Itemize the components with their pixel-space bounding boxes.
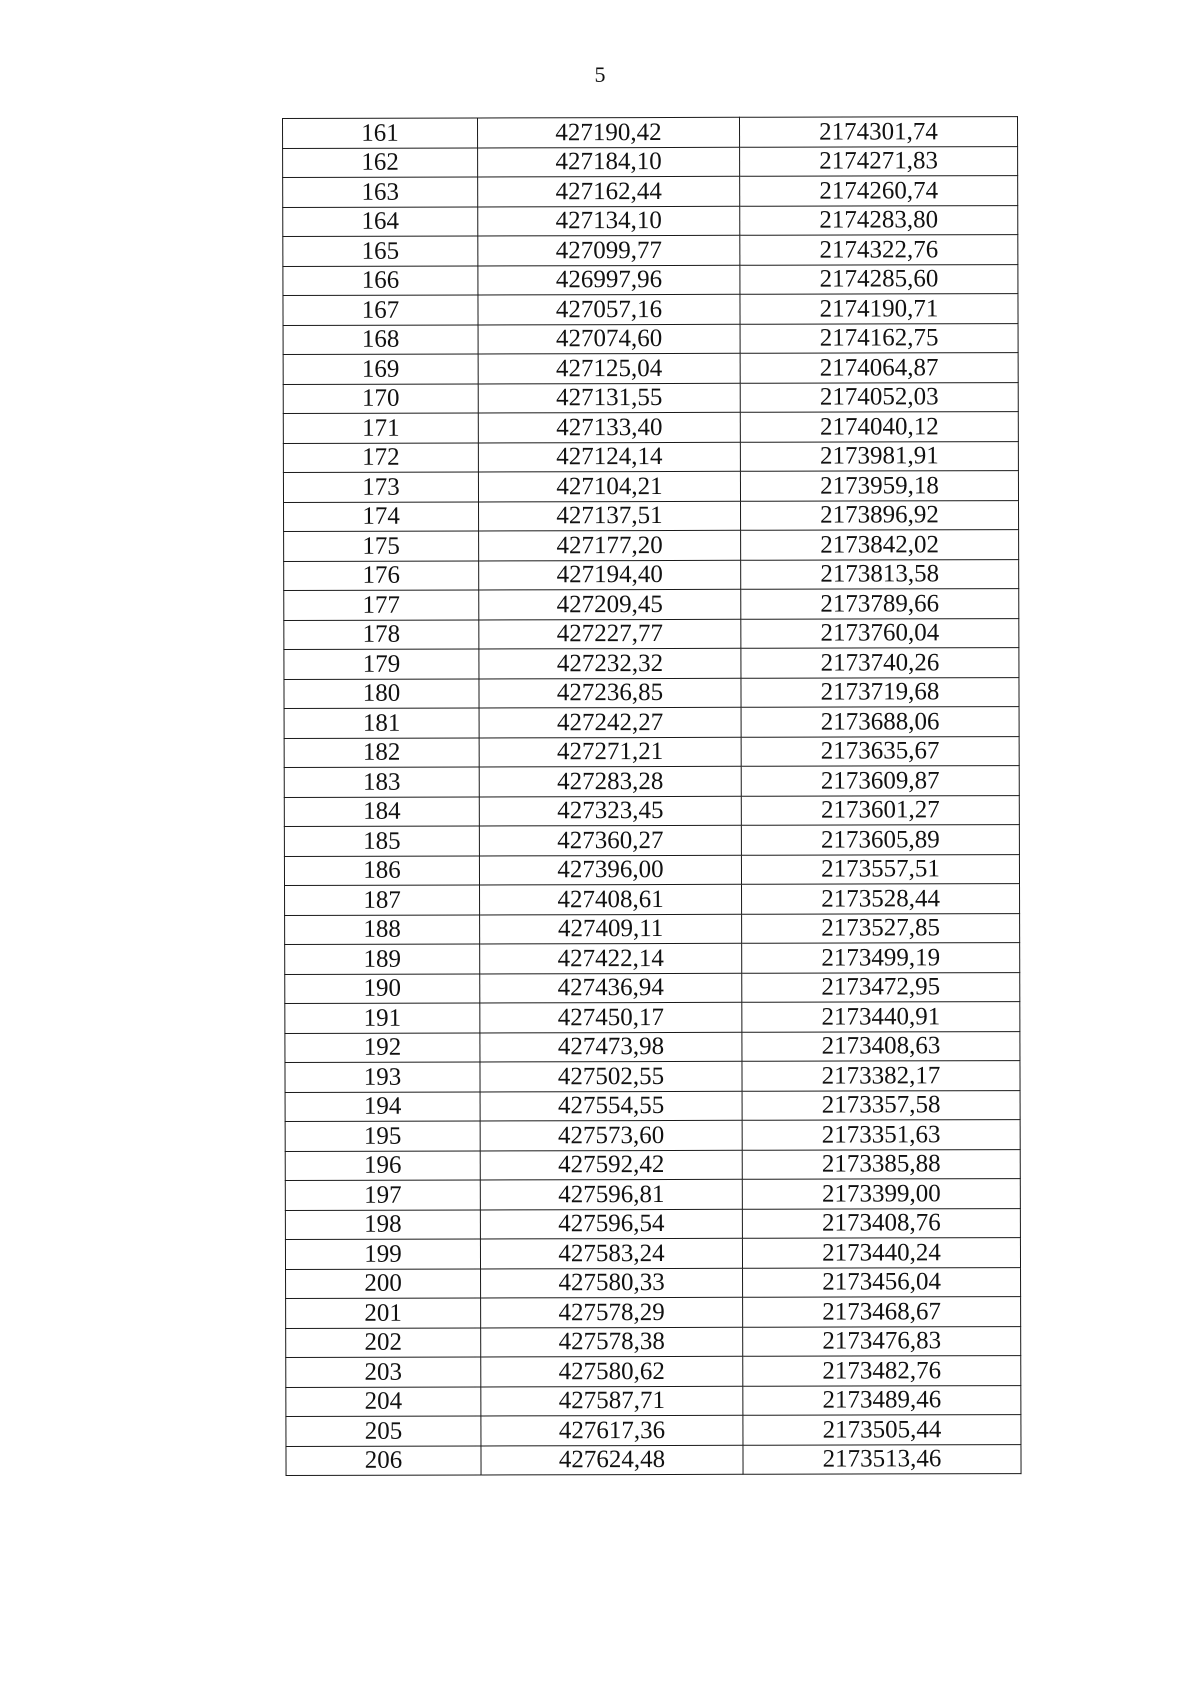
point-number-cell: 206: [286, 1445, 481, 1475]
point-number-cell: 204: [286, 1386, 481, 1416]
y-coordinate-cell: 2173499,19: [742, 943, 1020, 973]
table-row: [285, 1090, 1020, 1121]
table-row: [283, 323, 1018, 354]
y-coordinate-cell: 2173399,00: [742, 1179, 1020, 1209]
x-coordinate-cell: 427596,81: [480, 1179, 742, 1209]
point-number-cell: 173: [283, 472, 478, 502]
point-number-cell: 195: [285, 1121, 480, 1151]
point-number-cell: 184: [284, 796, 479, 826]
point-number-cell: 179: [284, 649, 479, 679]
x-coordinate-cell: 427209,45: [479, 589, 741, 619]
y-coordinate-cell: 2173357,58: [742, 1090, 1020, 1120]
table-row: [286, 1267, 1021, 1298]
table-row: [284, 766, 1019, 797]
y-coordinate-cell: 2174271,83: [740, 146, 1018, 176]
y-coordinate-cell: 2173719,68: [741, 677, 1019, 707]
table-row: [284, 618, 1019, 649]
y-coordinate-cell: 2174322,76: [740, 235, 1018, 265]
table-row: [285, 1031, 1020, 1062]
x-coordinate-cell: 427283,28: [479, 766, 741, 796]
x-coordinate-cell: 427502,55: [480, 1061, 742, 1091]
y-coordinate-cell: 2173896,92: [741, 500, 1019, 530]
x-coordinate-cell: 427162,44: [478, 176, 740, 206]
y-coordinate-cell: 2173842,02: [741, 530, 1019, 560]
y-coordinate-cell: 2173476,83: [743, 1326, 1021, 1356]
table-row: [284, 530, 1019, 561]
point-number-cell: 191: [285, 1003, 480, 1033]
point-number-cell: 181: [284, 708, 479, 738]
y-coordinate-cell: 2174301,74: [739, 117, 1017, 147]
table-row: [284, 500, 1019, 531]
table-row: [283, 471, 1018, 502]
x-coordinate-cell: 427409,11: [480, 914, 742, 944]
point-number-cell: 186: [284, 855, 479, 885]
point-number-cell: 175: [284, 531, 479, 561]
point-number-cell: 189: [285, 944, 480, 974]
x-coordinate-cell: 427573,60: [480, 1120, 742, 1150]
table-row: [283, 353, 1018, 384]
x-coordinate-cell: 427236,85: [479, 678, 741, 708]
y-coordinate-cell: 2173635,67: [741, 736, 1019, 766]
point-number-cell: 165: [283, 236, 478, 266]
table-row: [284, 736, 1019, 767]
table-row: [283, 382, 1018, 413]
y-coordinate-cell: 2173688,06: [741, 707, 1019, 737]
x-coordinate-cell: 427104,21: [478, 471, 740, 501]
point-number-cell: 172: [283, 442, 478, 472]
table-row: [284, 559, 1019, 590]
y-coordinate-cell: 2173513,46: [743, 1444, 1021, 1474]
x-coordinate-cell: 427580,33: [481, 1268, 743, 1298]
table-row: [285, 1061, 1020, 1092]
y-coordinate-cell: 2173760,04: [741, 618, 1019, 648]
x-coordinate-cell: 427617,36: [481, 1415, 743, 1445]
table-row: [286, 1326, 1021, 1357]
y-coordinate-cell: 2173601,27: [741, 795, 1019, 825]
y-coordinate-cell: 2173408,76: [742, 1208, 1020, 1238]
y-coordinate-cell: 2173813,58: [741, 559, 1019, 589]
table-row: [283, 176, 1018, 207]
table-row: [283, 205, 1018, 236]
x-coordinate-cell: 427624,48: [481, 1445, 743, 1475]
point-number-cell: 187: [285, 885, 480, 915]
table-row: [284, 648, 1019, 679]
table-row: [285, 1149, 1020, 1180]
y-coordinate-cell: 2173527,85: [742, 913, 1020, 943]
x-coordinate-cell: 427184,10: [478, 147, 740, 177]
y-coordinate-cell: 2173482,76: [743, 1356, 1021, 1386]
x-coordinate-cell: 427131,55: [478, 383, 740, 413]
point-number-cell: 193: [285, 1062, 480, 1092]
x-coordinate-cell: 427271,21: [479, 737, 741, 767]
x-coordinate-cell: 427360,27: [479, 825, 741, 855]
point-number-cell: 183: [284, 767, 479, 797]
point-number-cell: 194: [285, 1091, 480, 1121]
x-coordinate-cell: 427099,77: [478, 235, 740, 265]
x-coordinate-cell: 427587,71: [481, 1386, 743, 1416]
table-row: [286, 1415, 1021, 1446]
point-number-cell: 190: [285, 973, 480, 1003]
y-coordinate-cell: 2173789,66: [741, 589, 1019, 619]
y-coordinate-cell: 2174040,12: [740, 412, 1018, 442]
y-coordinate-cell: 2173505,44: [743, 1415, 1021, 1445]
table-row: [286, 1444, 1021, 1475]
x-coordinate-cell: 427134,10: [478, 206, 740, 236]
point-number-cell: 201: [286, 1298, 481, 1328]
point-number-cell: 188: [285, 914, 480, 944]
y-coordinate-cell: 2173489,46: [743, 1385, 1021, 1415]
table-row: [286, 1297, 1021, 1328]
point-number-cell: 185: [284, 826, 479, 856]
x-coordinate-cell: 427194,40: [479, 560, 741, 590]
table-row: [284, 707, 1019, 738]
table-row: [284, 795, 1019, 826]
x-coordinate-cell: 427450,17: [480, 1002, 742, 1032]
table-row: [285, 1179, 1020, 1210]
y-coordinate-cell: 2173385,88: [742, 1149, 1020, 1179]
point-number-cell: 199: [285, 1239, 480, 1269]
point-number-cell: 169: [283, 354, 478, 384]
x-coordinate-cell: 427422,14: [480, 943, 742, 973]
table-row: [285, 1002, 1020, 1033]
x-coordinate-cell: 427554,55: [480, 1091, 742, 1121]
point-number-cell: 205: [286, 1416, 481, 1446]
table-row: [285, 972, 1020, 1003]
point-number-cell: 170: [283, 383, 478, 413]
table-row: [283, 146, 1018, 177]
x-coordinate-cell: 427133,40: [478, 412, 740, 442]
point-number-cell: 203: [286, 1357, 481, 1387]
table-row: [283, 441, 1018, 472]
x-coordinate-cell: 427177,20: [479, 530, 741, 560]
x-coordinate-cell: 427242,27: [479, 707, 741, 737]
point-number-cell: 174: [284, 501, 479, 531]
x-coordinate-cell: 427578,38: [481, 1327, 743, 1357]
y-coordinate-cell: 2173456,04: [743, 1267, 1021, 1297]
point-number-cell: 166: [283, 265, 478, 295]
x-coordinate-cell: 427125,04: [478, 353, 740, 383]
x-coordinate-cell: 427074,60: [478, 324, 740, 354]
table-row: [284, 589, 1019, 620]
table-row: [285, 913, 1020, 944]
x-coordinate-cell: 427408,61: [480, 884, 742, 914]
y-coordinate-cell: 2173440,24: [742, 1238, 1020, 1268]
coordinates-table-body: [283, 117, 1022, 1476]
point-number-cell: 177: [284, 590, 479, 620]
table-row: [283, 117, 1018, 148]
x-coordinate-cell: 427592,42: [480, 1150, 742, 1180]
x-coordinate-cell: 427137,51: [479, 501, 741, 531]
point-number-cell: 192: [285, 1032, 480, 1062]
y-coordinate-cell: 2174052,03: [740, 382, 1018, 412]
y-coordinate-cell: 2173557,51: [741, 854, 1019, 884]
point-number-cell: 171: [283, 413, 478, 443]
y-coordinate-cell: 2173959,18: [740, 471, 1018, 501]
x-coordinate-cell: 427583,24: [480, 1238, 742, 1268]
x-coordinate-cell: 427232,32: [479, 648, 741, 678]
point-number-cell: 202: [286, 1327, 481, 1357]
y-coordinate-cell: 2174260,74: [740, 176, 1018, 206]
x-coordinate-cell: 427578,29: [481, 1297, 743, 1327]
point-number-cell: 168: [283, 324, 478, 354]
coordinates-table: [282, 116, 1022, 1476]
table-row: [284, 677, 1019, 708]
table-row: [283, 235, 1018, 266]
point-number-cell: 197: [285, 1180, 480, 1210]
x-coordinate-cell: 427436,94: [480, 973, 742, 1003]
y-coordinate-cell: 2173468,67: [743, 1297, 1021, 1327]
y-coordinate-cell: 2174285,60: [740, 264, 1018, 294]
table-row: [285, 1238, 1020, 1269]
point-number-cell: 200: [286, 1268, 481, 1298]
table-row: [283, 412, 1018, 443]
point-number-cell: 176: [284, 560, 479, 590]
point-number-cell: 167: [283, 295, 478, 325]
y-coordinate-cell: 2173609,87: [741, 766, 1019, 796]
table-row: [285, 943, 1020, 974]
point-number-cell: 198: [285, 1209, 480, 1239]
point-number-cell: 162: [283, 147, 478, 177]
y-coordinate-cell: 2174162,75: [740, 323, 1018, 353]
x-coordinate-cell: 427473,98: [480, 1032, 742, 1062]
point-number-cell: 182: [284, 737, 479, 767]
x-coordinate-cell: 427580,62: [481, 1356, 743, 1386]
table-row: [284, 825, 1019, 856]
y-coordinate-cell: 2174190,71: [740, 294, 1018, 324]
y-coordinate-cell: 2173528,44: [742, 884, 1020, 914]
y-coordinate-cell: 2173408,63: [742, 1031, 1020, 1061]
y-coordinate-cell: 2174064,87: [740, 353, 1018, 383]
x-coordinate-cell: 427227,77: [479, 619, 741, 649]
table-row: [285, 1208, 1020, 1239]
page-number: 5: [594, 62, 606, 87]
table-row: [286, 1385, 1021, 1416]
y-coordinate-cell: 2173351,63: [742, 1120, 1020, 1150]
y-coordinate-cell: 2173605,89: [741, 825, 1019, 855]
x-coordinate-cell: 427124,14: [478, 442, 740, 472]
table-row: [285, 884, 1020, 915]
table-row: [283, 294, 1018, 325]
x-coordinate-cell: 427190,42: [478, 117, 740, 147]
y-coordinate-cell: 2173740,26: [741, 648, 1019, 678]
point-number-cell: 180: [284, 678, 479, 708]
table-row: [284, 854, 1019, 885]
point-number-cell: 163: [283, 177, 478, 207]
x-coordinate-cell: 427323,45: [479, 796, 741, 826]
y-coordinate-cell: 2173440,91: [742, 1002, 1020, 1032]
point-number-cell: 196: [285, 1150, 480, 1180]
x-coordinate-cell: 427057,16: [478, 294, 740, 324]
x-coordinate-cell: 426997,96: [478, 265, 740, 295]
table-row: [285, 1120, 1020, 1151]
x-coordinate-cell: 427396,00: [479, 855, 741, 885]
x-coordinate-cell: 427596,54: [480, 1209, 742, 1239]
point-number-cell: 164: [283, 206, 478, 236]
table-row: [283, 264, 1018, 295]
table-row: [286, 1356, 1021, 1387]
y-coordinate-cell: 2173382,17: [742, 1061, 1020, 1091]
point-number-cell: 178: [284, 619, 479, 649]
y-coordinate-cell: 2173981,91: [740, 441, 1018, 471]
point-number-cell: 161: [283, 118, 478, 148]
y-coordinate-cell: 2173472,95: [742, 972, 1020, 1002]
y-coordinate-cell: 2174283,80: [740, 205, 1018, 235]
